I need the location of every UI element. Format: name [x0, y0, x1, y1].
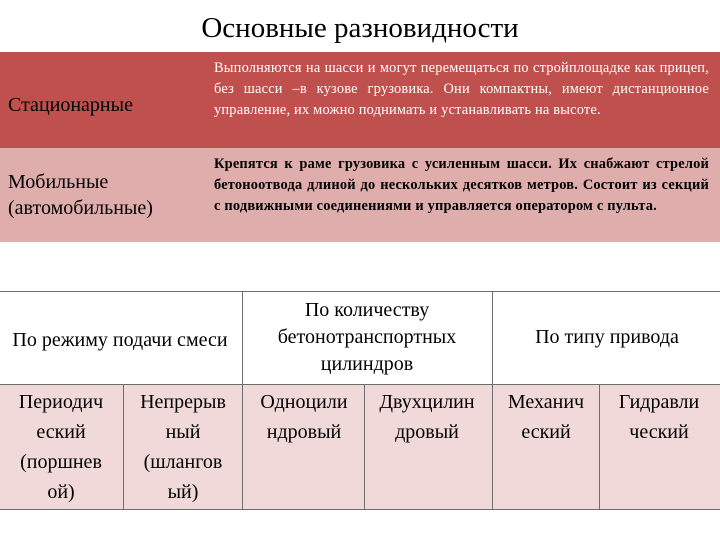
grid-line-v5	[599, 384, 600, 510]
classification-header-row	[0, 291, 720, 384]
grid-line-v2	[492, 291, 493, 510]
category-header-feed-mode: По режиму подачи смеси	[12, 329, 228, 351]
value-hydraulic: Гидравли ческий	[618, 391, 700, 443]
type-row-stationary	[0, 52, 720, 148]
type-row-mobile	[0, 148, 720, 242]
page-title: Основные разновидности	[201, 12, 519, 44]
value-continuous: Непрерыв ный (шлангов ый)	[140, 391, 226, 503]
value-double-cylinder: Двухцилин дровый	[379, 391, 475, 443]
category-header-drive-type: По типу привода	[535, 326, 679, 348]
types-table	[0, 52, 720, 242]
type-label-mobile: Мобильные (автомобильные)	[8, 171, 153, 219]
type-description-stationary: Выполняются на шасси и могут перемещаться по стройплощадке как прицеп, без шасси –в кузове грузовика. Они компактны, имеют дистанционное управление, их можно поднимать и устанавливать на высоте.	[214, 60, 709, 118]
classification-table	[0, 291, 720, 510]
classification-values-row	[0, 384, 720, 510]
grid-line-middle	[0, 384, 720, 385]
value-mechanical: Механич еский	[507, 391, 585, 443]
type-description-mobile: Крепятся к раме грузовика с усиленным шасси. Их снабжают стрелой бетоноотвода длиной до нескольких десятков метров. Состоит из секций с подвижными соединениями и управляется оператором с пульта.	[214, 156, 709, 214]
value-periodic: Периодич еский (поршнев ой)	[18, 391, 104, 503]
category-header-cylinders: По количеству бетонотранспортных цилиндров	[277, 299, 457, 375]
type-label-stationary: Стационарные	[8, 94, 133, 116]
value-single-cylinder: Одноцили ндровый	[260, 391, 348, 443]
grid-line-v1	[242, 291, 243, 510]
grid-line-bottom	[0, 509, 720, 510]
grid-line-v4	[364, 384, 365, 510]
grid-line-v3	[123, 384, 124, 510]
grid-line-top	[0, 291, 720, 292]
